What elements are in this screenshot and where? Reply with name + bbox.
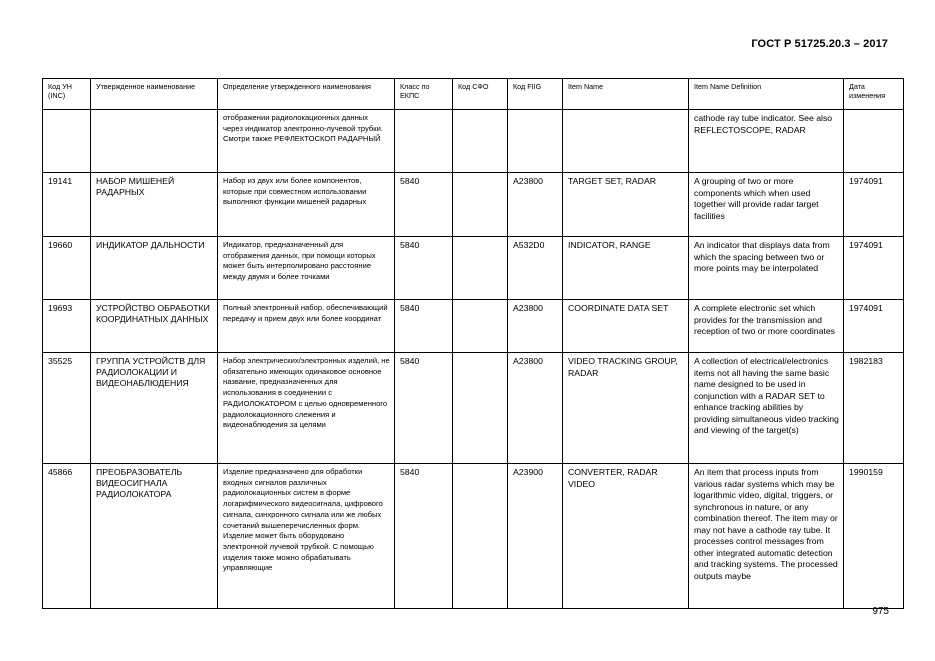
column-header-fiig: Код FIIG [508, 79, 563, 110]
cell-class: 5840 [395, 173, 453, 237]
table-row [43, 237, 904, 300]
cell-item-name-definition: An indicator that displays data from which the spacing between two or more points may be interpolated [689, 237, 844, 300]
cell-item-name: TARGET SET, RADAR [563, 173, 689, 237]
cell-approved-name [91, 110, 218, 173]
column-header-inc: Код УН (INC) [43, 79, 91, 110]
classifier-table [42, 78, 904, 609]
cell-fiig: A23900 [508, 464, 563, 609]
cell-item-name-definition: An item that process inputs from various radar systems which may be logarithmic video, digital, triggers, or synchronous in nature, or any combination thereof. The item may or may not have a cathode ray tube. It processes control messages from other integrated automatic detection and tracking systems. The processed outputs maybe [689, 464, 844, 609]
cell-item-name-definition: A grouping of two or more components which when used together will provide radar target facilities [689, 173, 844, 237]
cell-definition-ru: отображении радиолокационных данных через индикатор электронно-лучевой трубки. Смотри также РЕФЛЕКТОСКОП РАДАРНЫЙ [218, 110, 395, 173]
cell-fiig [508, 110, 563, 173]
cell-fiig: A532D0 [508, 237, 563, 300]
cell-approved-name: ПРЕОБРАЗОВАТЕЛЬ ВИДЕОСИГНАЛА РАДИОЛОКАТОРА [91, 464, 218, 609]
cell-sfo [453, 464, 508, 609]
cell-change-date: 1974091 [844, 300, 904, 353]
column-header-sfo: Код СФО [453, 79, 508, 110]
cell-item-name-definition: cathode ray tube indicator. See also REFLECTOSCOPE, RADAR [689, 110, 844, 173]
cell-item-name [563, 110, 689, 173]
cell-change-date [844, 110, 904, 173]
cell-approved-name: УСТРОЙСТВО ОБРАБОТКИ КООРДИНАТНЫХ ДАННЫХ [91, 300, 218, 353]
cell-class: 5840 [395, 464, 453, 609]
cell-inc: 19693 [43, 300, 91, 353]
cell-sfo [453, 237, 508, 300]
cell-definition-ru: Полный электронный набор, обеспечивающий передачу и прием двух или более координат [218, 300, 395, 353]
column-header-definition-ru: Определение утвержденного наименования [218, 79, 395, 110]
column-header-change-date: Дата изменения [844, 79, 904, 110]
cell-class: 5840 [395, 237, 453, 300]
page-number: 975 [872, 606, 889, 617]
table-row [43, 464, 904, 609]
table-row [43, 300, 904, 353]
column-header-item-name: Item Name [563, 79, 689, 110]
table-header-row [43, 79, 904, 110]
cell-inc: 19141 [43, 173, 91, 237]
cell-item-name: VIDEO TRACKING GROUP, RADAR [563, 353, 689, 464]
cell-fiig: A23800 [508, 173, 563, 237]
cell-definition-ru: Изделие предназначено для обработки входных сигналов различных радиолокационных систем в форме логарифмического видеосигнала, цифрового сигнала, синхронного сигнала или же любых сочетаний вышеперечисленных форм. Изделие может быть оборудовано электронной лучевой трубкой. С помощью изделия также можно обрабатывать управляющие [218, 464, 395, 609]
cell-item-name: CONVERTER, RADAR VIDEO [563, 464, 689, 609]
cell-change-date: 1982183 [844, 353, 904, 464]
column-header-class: Класс по ЕКПС [395, 79, 453, 110]
cell-approved-name: НАБОР МИШЕНЕЙ РАДАРНЫХ [91, 173, 218, 237]
cell-inc: 19660 [43, 237, 91, 300]
column-header-item-name-definition: Item Name Definition [689, 79, 844, 110]
cell-class: 5840 [395, 353, 453, 464]
table-row [43, 353, 904, 464]
cell-item-name: INDICATOR, RANGE [563, 237, 689, 300]
table-row [43, 173, 904, 237]
document-code: ГОСТ Р 51725.20.3 – 2017 [751, 38, 888, 50]
cell-sfo [453, 300, 508, 353]
cell-definition-ru: Индикатор, предназначенный для отображения данных, при помощи которых может быть интерполировано расстояние между двумя и более точками [218, 237, 395, 300]
cell-definition-ru: Набор из двух или более компонентов, которые при совместном использовании выполняют функции мишеней радарных [218, 173, 395, 237]
cell-inc: 45866 [43, 464, 91, 609]
cell-sfo [453, 173, 508, 237]
table-row [43, 110, 904, 173]
cell-change-date: 1974091 [844, 237, 904, 300]
cell-sfo [453, 353, 508, 464]
cell-change-date: 1990159 [844, 464, 904, 609]
cell-item-name: COORDINATE DATA SET [563, 300, 689, 353]
cell-definition-ru: Набор электрических/электронных изделий, не обязательно имеющих одинаковое основное название, предназначенных для использования в соединении с РАДИОЛОКАТОРОМ с целью одновременного радиолокационного слежения и видеонаблюдения за целями [218, 353, 395, 464]
cell-class [395, 110, 453, 173]
cell-inc: 35525 [43, 353, 91, 464]
cell-item-name-definition: A collection of electrical/electronics items not all having the same basic name designed to be used in conjunction with a RADAR SET to enhance tracking abilities by providing simultaneous video tracking and viewing of the target(s) [689, 353, 844, 464]
cell-fiig: A23800 [508, 353, 563, 464]
cell-inc [43, 110, 91, 173]
cell-class: 5840 [395, 300, 453, 353]
cell-approved-name: ИНДИКАТОР ДАЛЬНОСТИ [91, 237, 218, 300]
cell-change-date: 1974091 [844, 173, 904, 237]
cell-item-name-definition: A complete electronic set which provides for the transmission and reception of two or more coordinates [689, 300, 844, 353]
cell-sfo [453, 110, 508, 173]
column-header-approved-name: Утвержденное наименование [91, 79, 218, 110]
cell-fiig: A23800 [508, 300, 563, 353]
cell-approved-name: ГРУППА УСТРОЙСТВ ДЛЯ РАДИОЛОКАЦИИ И ВИДЕОНАБЛЮДЕНИЯ [91, 353, 218, 464]
